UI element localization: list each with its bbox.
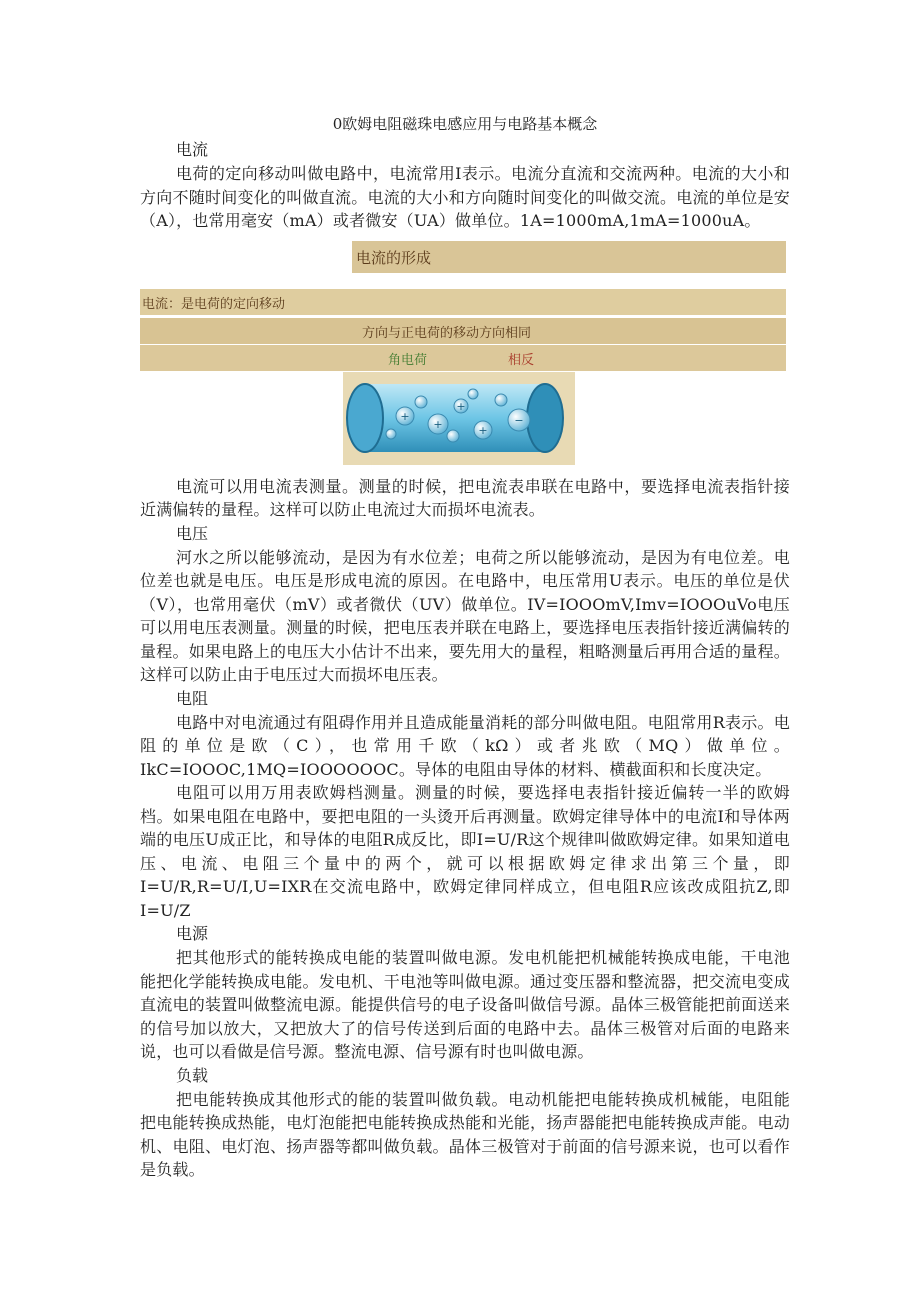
section-heading-voltage: 电压: [176, 523, 209, 543]
section-heading-load: 负载: [176, 1065, 209, 1085]
paragraph-current-definition: 电荷的定向移动叫做电路中，电流常用I表示。电流分直流和交流两种。电流的大小和方向不随时间变化的叫做直流。电流的大小和方向随时间变化的叫做交流。电流的单位是安（A），也常用毫安（mA）或者微安（UA）做单位。1A=1000mA,1mA=1000uA。: [140, 164, 790, 230]
figure-row-direction-text: 方向与正电荷的移动方向相同: [362, 325, 532, 341]
document-title: 0欧姆电阻磁珠电感应用与电路基本概念: [332, 115, 598, 133]
figure-row-definition: [140, 289, 786, 315]
figure-negative-charge-label: 角电荷: [388, 352, 428, 368]
current-formation-figure: [140, 241, 790, 465]
section-heading-resistance: 电阻: [176, 688, 209, 708]
section-heading-power-source: 电源: [176, 924, 209, 943]
figure-row-definition-text: 电流：是电荷的定向移动: [142, 296, 286, 312]
paragraph-ohms-law: 电阻可以用万用表欧姆档测量。测量的时候，要选择电表指针接近偏转一半的欧姆档。如果电阻在电路中，要把电阻的一头烫开后再测量。欧姆定律导体中的电流I和导体两端的电压U成正比，和导体的电阻R成反比，即I=U/R这个规律叫做欧姆定律。如果知道电压、电流、电阻三个量中的两个，就可以根据欧姆定律求出第三个量，即I=U/R,R=U/I,U=IXR在交流电路中，欧姆定律同样成立，但电阻R应该改成阻抗Z,即I=U/Z: [140, 783, 790, 920]
tube-svg: [343, 372, 575, 465]
svg-text:+: +: [456, 399, 466, 413]
paragraph-power-source: 把其他形式的能转换成电能的装置叫做电源。发电机能把机械能转换成电能，干电池能把化学能转换成电能。发电机、干电池等叫做电源。通过变压器和整流器，把交流电变成直流电的装置叫做整流电源。能提供信号的电子设备叫做信号源。晶体三极管能把前面送来的信号加以放大，又把放大了的信号传送到后面的电路中去。晶体三极管对后面的电路来说，也可以看做是信号源。整流电源、信号源有时也叫做电源。: [140, 948, 790, 1061]
paragraph-resistance-definition: 电路中对电流通过有阻碍作用并且造成能量消耗的部分叫做电阻。电阻常用R表示。电阻的单位是欧（C），也常用千欧（kΩ）或者兆欧（MQ）做单位。IkC=IOOOC,1MQ=IOOOOOOC。导体的电阻由导体的材料、横截面积和长度决定。: [140, 712, 790, 779]
paragraph-ammeter: 电流可以用电流表测量。测量的时候，把电流表串联在电路中，要选择电流表指针接近满偏转的量程。这样可以防止电流过大而损坏电流表。: [140, 476, 790, 519]
paragraph-load: 把电能转换成其他形式的能的装置叫做负载。电动机能把电能转换成机械能，电阻能把电能转换成热能，电灯泡能把电能转换成热能和光能，扬声器能把电能转换成声能。电动机、电阻、电灯泡、扬声器等都叫做负载。晶体三极管对于前面的信号源来说，也可以看作是负载。: [140, 1089, 790, 1179]
section-heading-current: 电流: [176, 140, 209, 159]
figure-header: [352, 241, 786, 273]
conductor-tube-illustration: [343, 372, 575, 465]
paragraph-voltage: 河水之所以能够流动，是因为有水位差；电荷之所以能够流动，是因为有电位差。电位差也就是电压。电压是形成电流的原因。在电路中，电压常用U表示。电压的单位是伏（V），也常用毫伏（mV）或者微伏（UV）做单位。IV=IOOOmV,Imv=IOOOuVo电压可以用电压表测量。测量的时候，把电压表并联在电路上，要选择电压表指针接近满偏转的量程。如果电路上的电压大小估计不出来，要先用大的量程，粗略测量后再用合适的量程。这样可以防止由于电压过大而损坏电压表。: [140, 547, 790, 684]
figure-row-direction: [140, 318, 786, 344]
figure-opposite-label: 相反: [508, 352, 535, 368]
figure-header-text: 电流的形成: [356, 248, 432, 267]
svg-text:−: −: [514, 413, 524, 427]
svg-text:+: +: [433, 417, 443, 431]
svg-text:+: +: [478, 423, 488, 437]
document-body: [140, 112, 790, 1182]
svg-text:+: +: [400, 409, 410, 423]
figure-row-negative: [140, 345, 786, 371]
